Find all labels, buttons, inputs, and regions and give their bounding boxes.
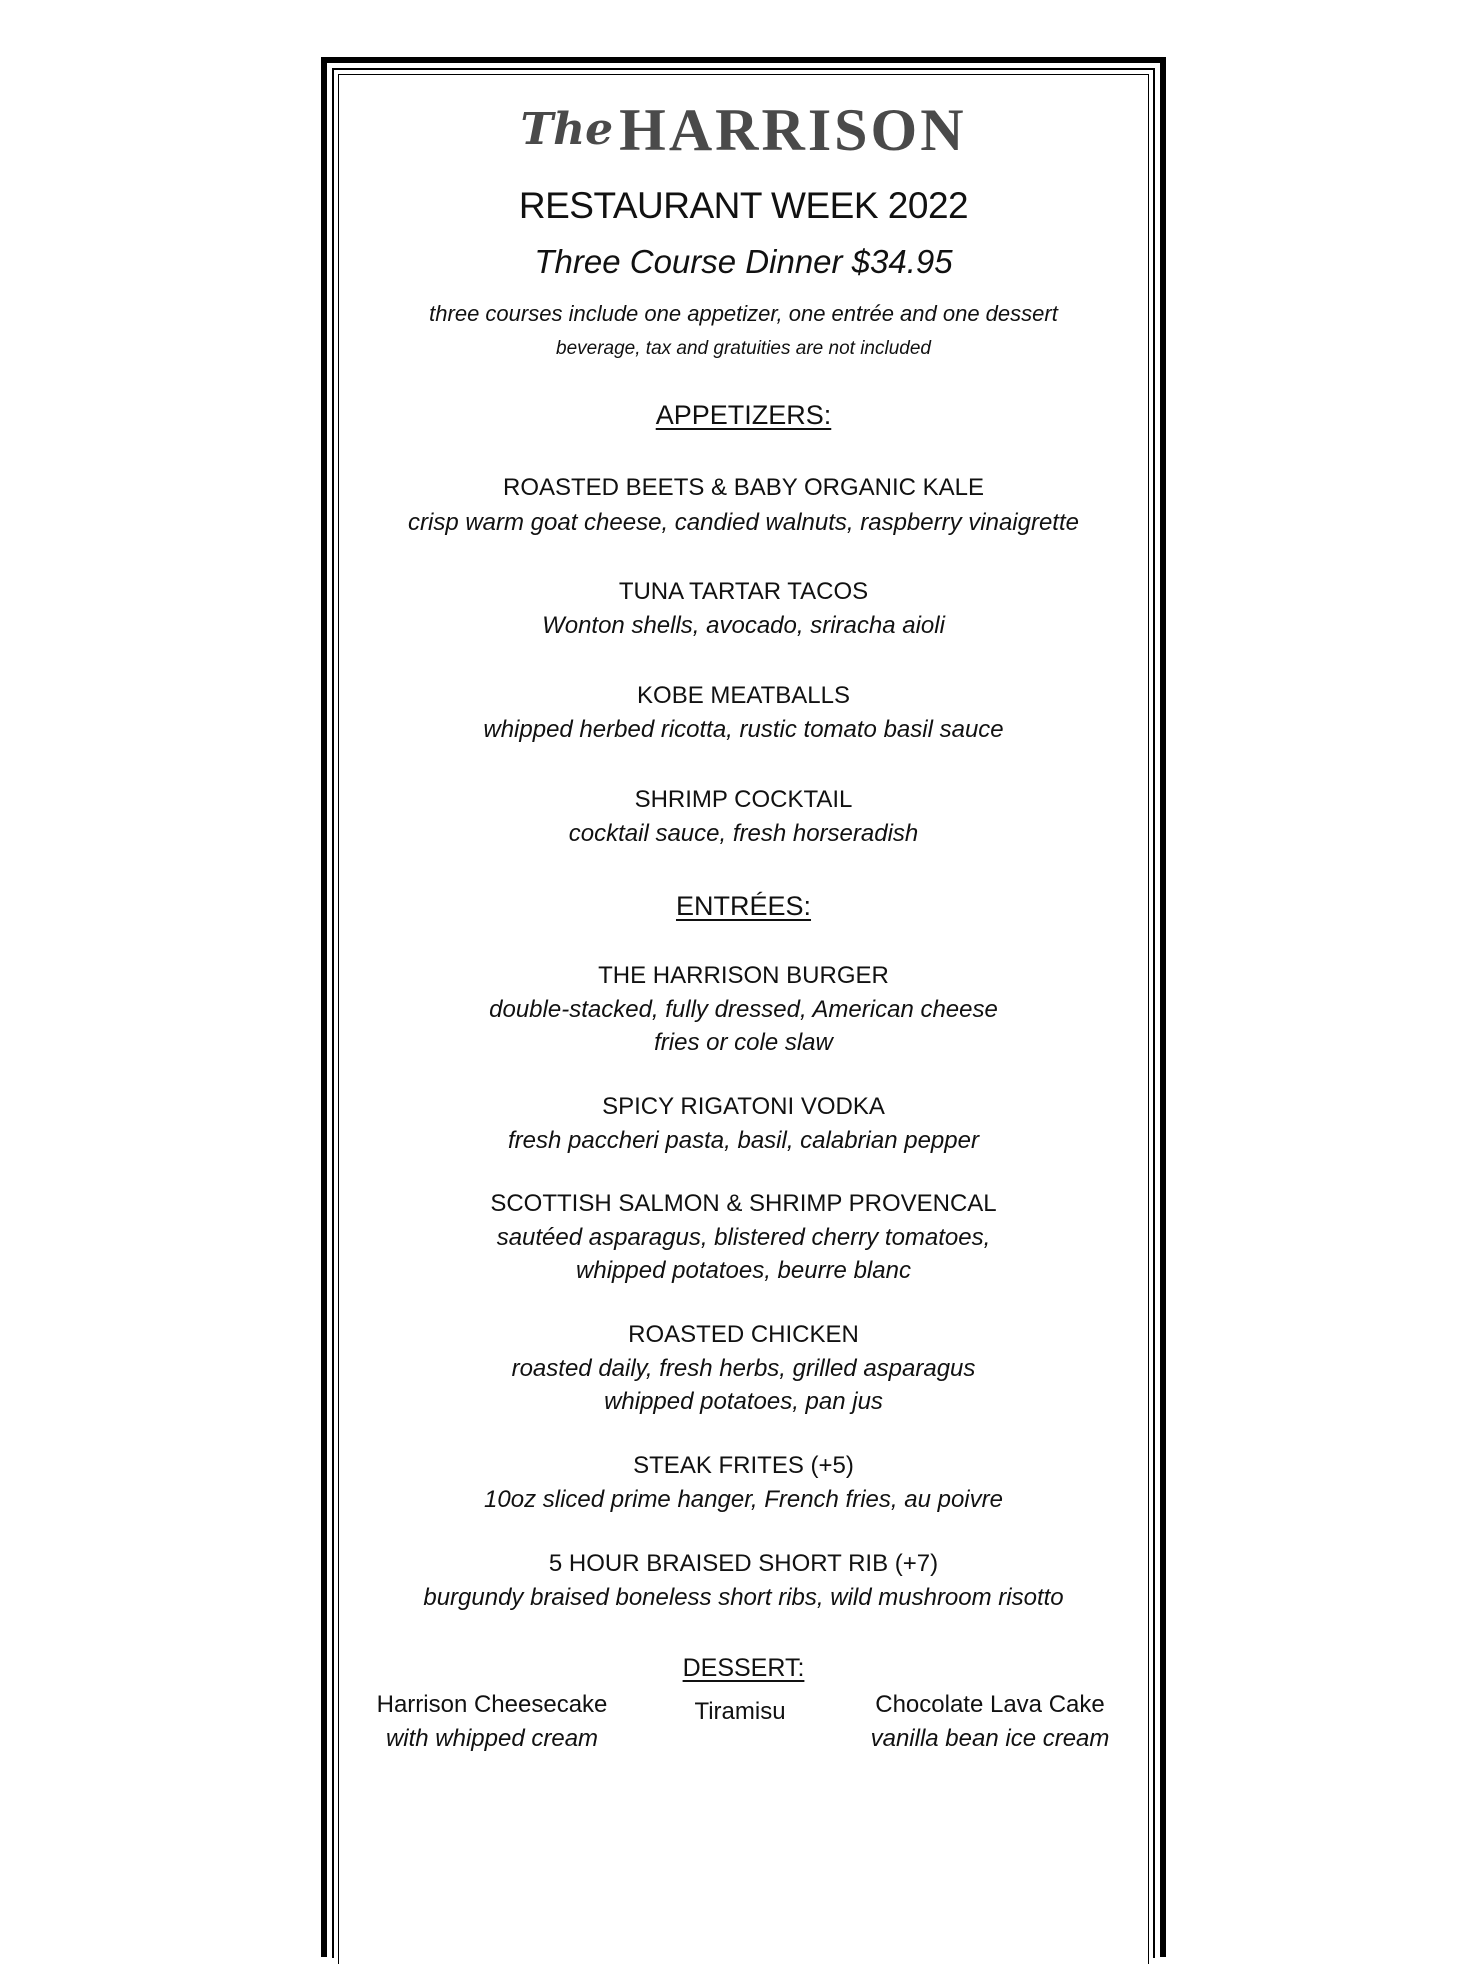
entree-description: fries or cole slaw [654, 1029, 833, 1056]
logo-the: The [520, 104, 614, 155]
appetizer-name: TUNA TARTAR TACOS [618, 578, 869, 605]
appetizer-name: KOBE MEATBALLS [637, 682, 850, 709]
entree-description: roasted daily, fresh herbs, grilled asparagus [511, 1355, 976, 1382]
entree-name: SPICY RIGATONI VODKA [602, 1093, 885, 1120]
dessert-name: Tiramisu [694, 1698, 786, 1725]
dessert-name: Chocolate Lava Cake [875, 1691, 1105, 1718]
entree-name: 5 HOUR BRAISED SHORT RIB (+7) [548, 1550, 939, 1577]
appetizer-name: SHRIMP COCKTAIL [634, 786, 853, 813]
dessert-description: with whipped cream [385, 1725, 599, 1752]
entree-name: THE HARRISON BURGER [598, 962, 889, 989]
entrees-heading: ENTRÉES: [675, 891, 812, 921]
entree-name: SCOTTISH SALMON & SHRIMP PROVENCAL [490, 1190, 997, 1217]
menu-subtitle: Three Course Dinner $34.95 [534, 243, 953, 280]
appetizer-description: whipped herbed ricotta, rustic tomato basil sauce [483, 716, 1004, 743]
dessert-item [370, 1691, 614, 1753]
dessert-item [670, 1698, 810, 1726]
appetizer-description: crisp warm goat cheese, candied walnuts, raspberry vinaigrette [408, 509, 1079, 536]
courses-note: three courses include one appetizer, one entrée and one dessert [429, 301, 1058, 326]
appetizers-heading: APPETIZERS: [655, 400, 832, 430]
entree-name: STEAK FRITES (+5) [633, 1452, 854, 1479]
entree-description: fresh paccheri pasta, basil, calabrian pepper [508, 1127, 979, 1154]
entree-description: whipped potatoes, beurre blanc [576, 1257, 911, 1284]
exclusions-note: beverage, tax and gratuities are not included [556, 338, 931, 359]
entree-description: whipped potatoes, pan jus [604, 1388, 883, 1415]
dessert-item [855, 1691, 1125, 1753]
dessert-name: Harrison Cheesecake [376, 1691, 608, 1718]
entree-description: burgundy braised boneless short ribs, wild mushroom risotto [423, 1584, 1064, 1611]
dessert-heading: DESSERT: [682, 1654, 805, 1682]
appetizer-description: cocktail sauce, fresh horseradish [568, 820, 919, 847]
entree-description: double-stacked, fully dressed, American cheese [489, 996, 998, 1023]
appetizer-description: Wonton shells, avocado, sriracha aioli [542, 612, 945, 639]
menu-title: RESTAURANT WEEK 2022 [518, 185, 969, 226]
appetizer-name: ROASTED BEETS & BABY ORGANIC KALE [502, 474, 985, 501]
entree-description: 10oz sliced prime hanger, French fries, au poivre [484, 1486, 1003, 1513]
restaurant-logo [360, 96, 1127, 165]
logo-name: HARRISON [619, 97, 967, 163]
entree-name: ROASTED CHICKEN [628, 1321, 859, 1348]
entree-description: sautéed asparagus, blistered cherry tomatoes, [496, 1224, 991, 1251]
dessert-description: vanilla bean ice cream [870, 1725, 1110, 1752]
